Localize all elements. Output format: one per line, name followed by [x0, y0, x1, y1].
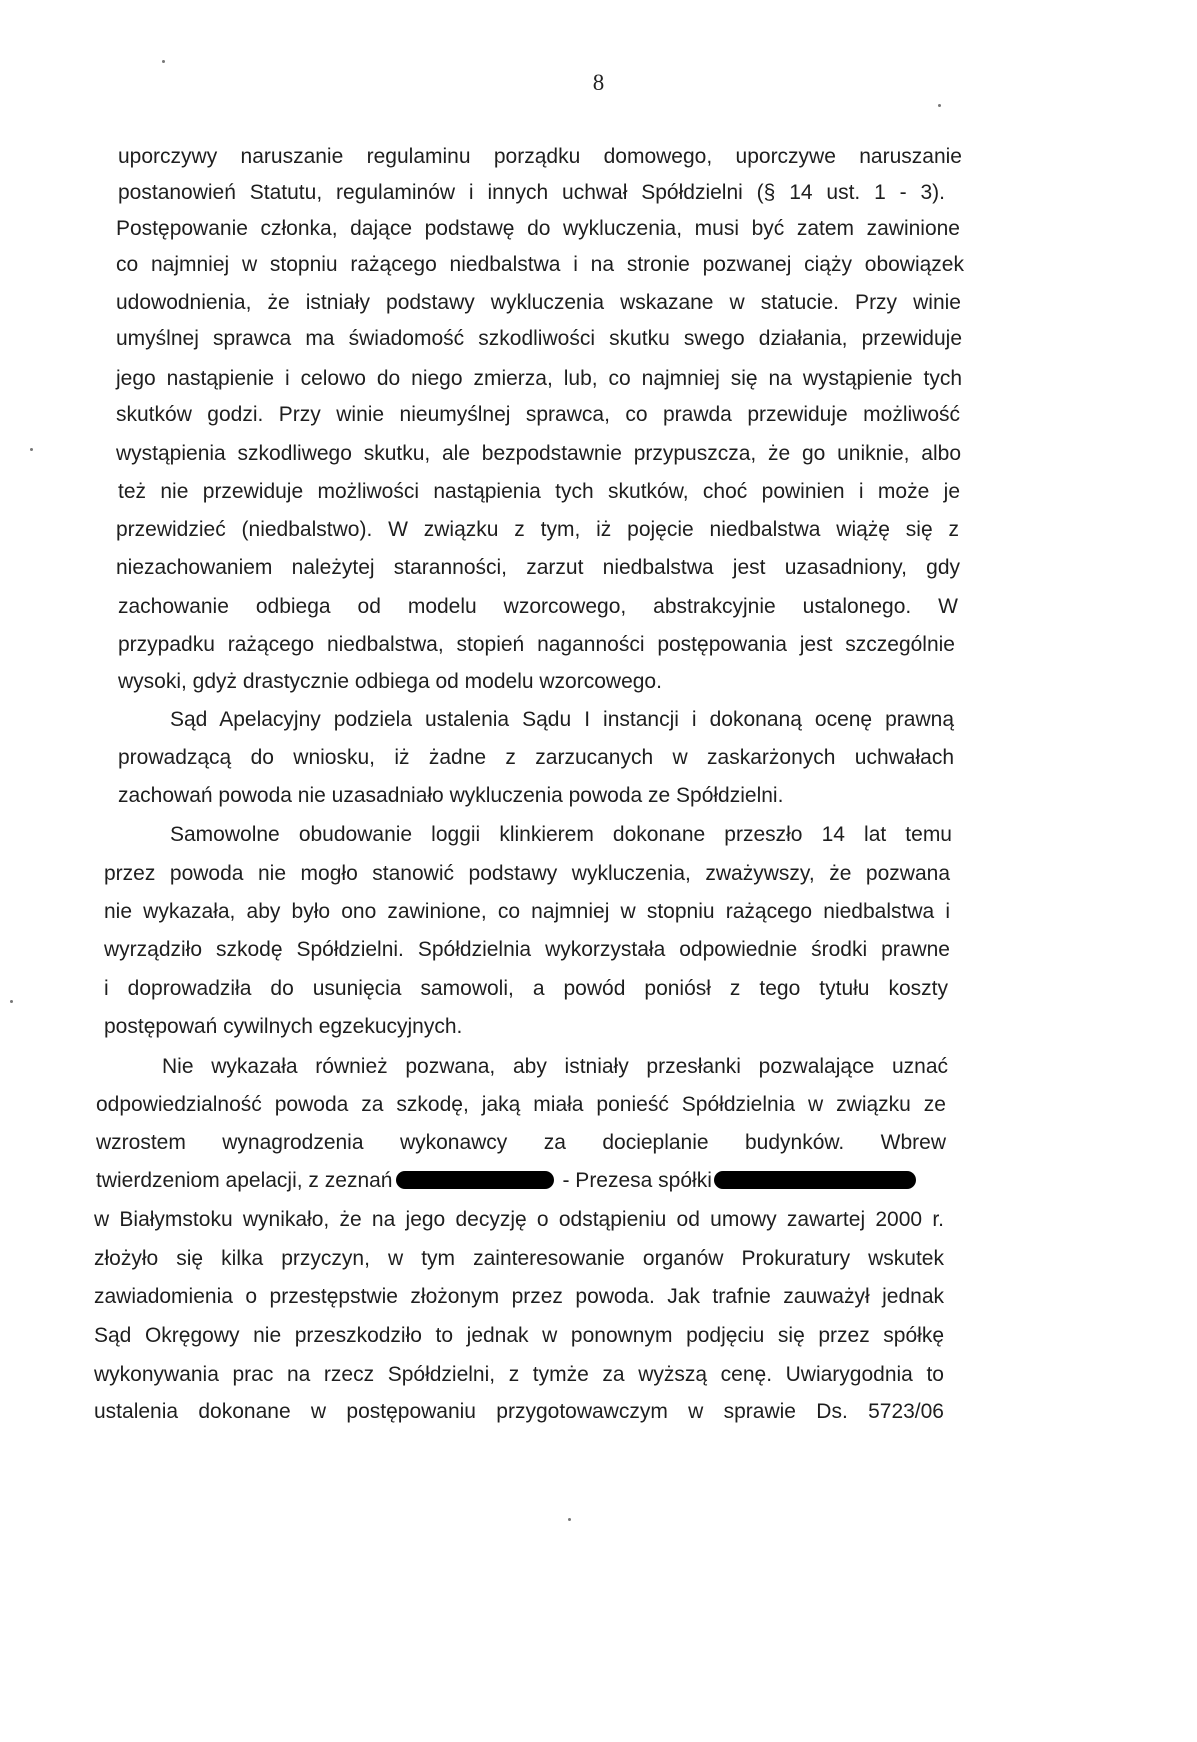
scan-speck [938, 104, 941, 107]
text-line: zachowań powoda nie uzasadniało wykluczenia powoda ze Spółdzielni. [118, 784, 784, 807]
redaction-bar [714, 1171, 916, 1189]
text-line: w Białymstoku wynikało, że na jego decyzję o odstąpieniu od umowy zawartej 2000 r. [94, 1208, 944, 1231]
text-line: postanowień Statutu, regulaminów i innych uchwał Spółdzielni (§ 14 ust. 1 - 3). [118, 181, 945, 204]
text-line: odpowiedzialność powoda za szkodę, jaką miała ponieść Spółdzielnia w związku ze [96, 1093, 946, 1116]
text-line: umyślnej sprawca ma świadomość szkodliwości skutku swego działania, przewiduje [116, 327, 962, 350]
redaction-bar [396, 1171, 554, 1189]
text-line: Nie wykazała również pozwana, aby istniały przesłanki pozwalające uznać [162, 1055, 948, 1078]
text-line: udowodnienia, że istniały podstawy wykluczenia wskazane w statucie. Przy winie [116, 291, 961, 314]
text-line-with-redactions [96, 1166, 956, 1196]
text-line: jego nastąpienie i celowo do niego zmierza, lub, co najmniej się na wystąpienie tych [116, 367, 962, 390]
text-line: wzrostem wynagrodzenia wykonawcy za docieplanie budynków. Wbrew [96, 1131, 946, 1154]
scan-speck [568, 1518, 571, 1521]
text-segment: twierdzeniom apelacji, z zeznań [96, 1169, 393, 1192]
text-line: nie wykazała, aby było ono zawinione, co najmniej w stopniu rażącego niedbalstwa i [104, 900, 950, 923]
text-line: Sąd Apelacyjny podziela ustalenia Sądu I instancji i dokonaną ocenę prawną [170, 708, 954, 731]
scan-speck [10, 1000, 13, 1003]
text-line: przewidzieć (niedbalstwo). W związku z tym, iż pojęcie niedbalstwa wiążę się z [116, 518, 959, 541]
text-line: wykonywania prac na rzecz Spółdzielni, z tymże za wyższą cenę. Uwiarygodnia to [94, 1363, 944, 1386]
text-line: Postępowanie członka, dające podstawę do wykluczenia, musi być zatem zawinione [116, 217, 960, 240]
text-line: uporczywy naruszanie regulaminu porządku domowego, uporczywe naruszanie [118, 145, 962, 168]
text-segment: - Prezesa spółki [562, 1169, 712, 1192]
text-line: niezachowaniem należytej staranności, zarzut niedbalstwa jest uzasadniony, gdy [116, 556, 960, 579]
text-line: postępowań cywilnych egzekucyjnych. [104, 1015, 463, 1038]
text-line: wysoki, gdyż drastycznie odbiega od modelu wzorcowego. [118, 670, 662, 693]
text-line: zachowanie odbiega od modelu wzorcowego, abstrakcyjnie ustalonego. W [118, 595, 958, 618]
text-line: też nie przewiduje możliwości nastąpienia tych skutków, choć powinien i może je [118, 480, 960, 503]
text-line: i doprowadziła do usunięcia samowoli, a powód poniósł z tego tytułu koszty [104, 977, 948, 1000]
page-number: 8 [592, 70, 605, 95]
text-line: przez powoda nie mogło stanowić podstawy wykluczenia, zważywszy, że pozwana [104, 862, 950, 885]
text-line: ustalenia dokonane w postępowaniu przygotowawczym w sprawie Ds. 5723/06 [94, 1400, 944, 1423]
text-line: zawiadomienia o przestępstwie złożonym przez powoda. Jak trafnie zauważył jednak [94, 1285, 944, 1308]
text-line: przypadku rażącego niedbalstwa, stopień naganności postępowania jest szczególnie [118, 633, 955, 656]
scan-speck [162, 60, 165, 63]
text-line: Samowolne obudowanie loggii klinkierem dokonane przeszło 14 lat temu [170, 823, 952, 846]
text-line: wyrządziło szkodę Spółdzielni. Spółdzielnia wykorzystała odpowiednie środki prawne [104, 938, 950, 961]
scan-speck [30, 448, 33, 451]
text-line: Sąd Okręgowy nie przeszkodziło to jednak w ponownym podjęciu się przez spółkę [94, 1324, 944, 1347]
text-line: złożyło się kilka przyczyn, w tym zainteresowanie organów Prokuratury wskutek [94, 1247, 944, 1270]
text-line: wystąpienia szkodliwego skutku, ale bezpodstawnie przypuszcza, że go uniknie, albo [116, 442, 961, 465]
text-line: co najmniej w stopniu rażącego niedbalstwa i na stronie pozwanej ciąży obowiązek [116, 253, 964, 276]
text-line: prowadzącą do wniosku, iż żadne z zarzucanych w zaskarżonych uchwałach [118, 746, 954, 769]
text-line: skutków godzi. Przy winie nieumyślnej sprawca, co prawda przewiduje możliwość [116, 403, 960, 426]
